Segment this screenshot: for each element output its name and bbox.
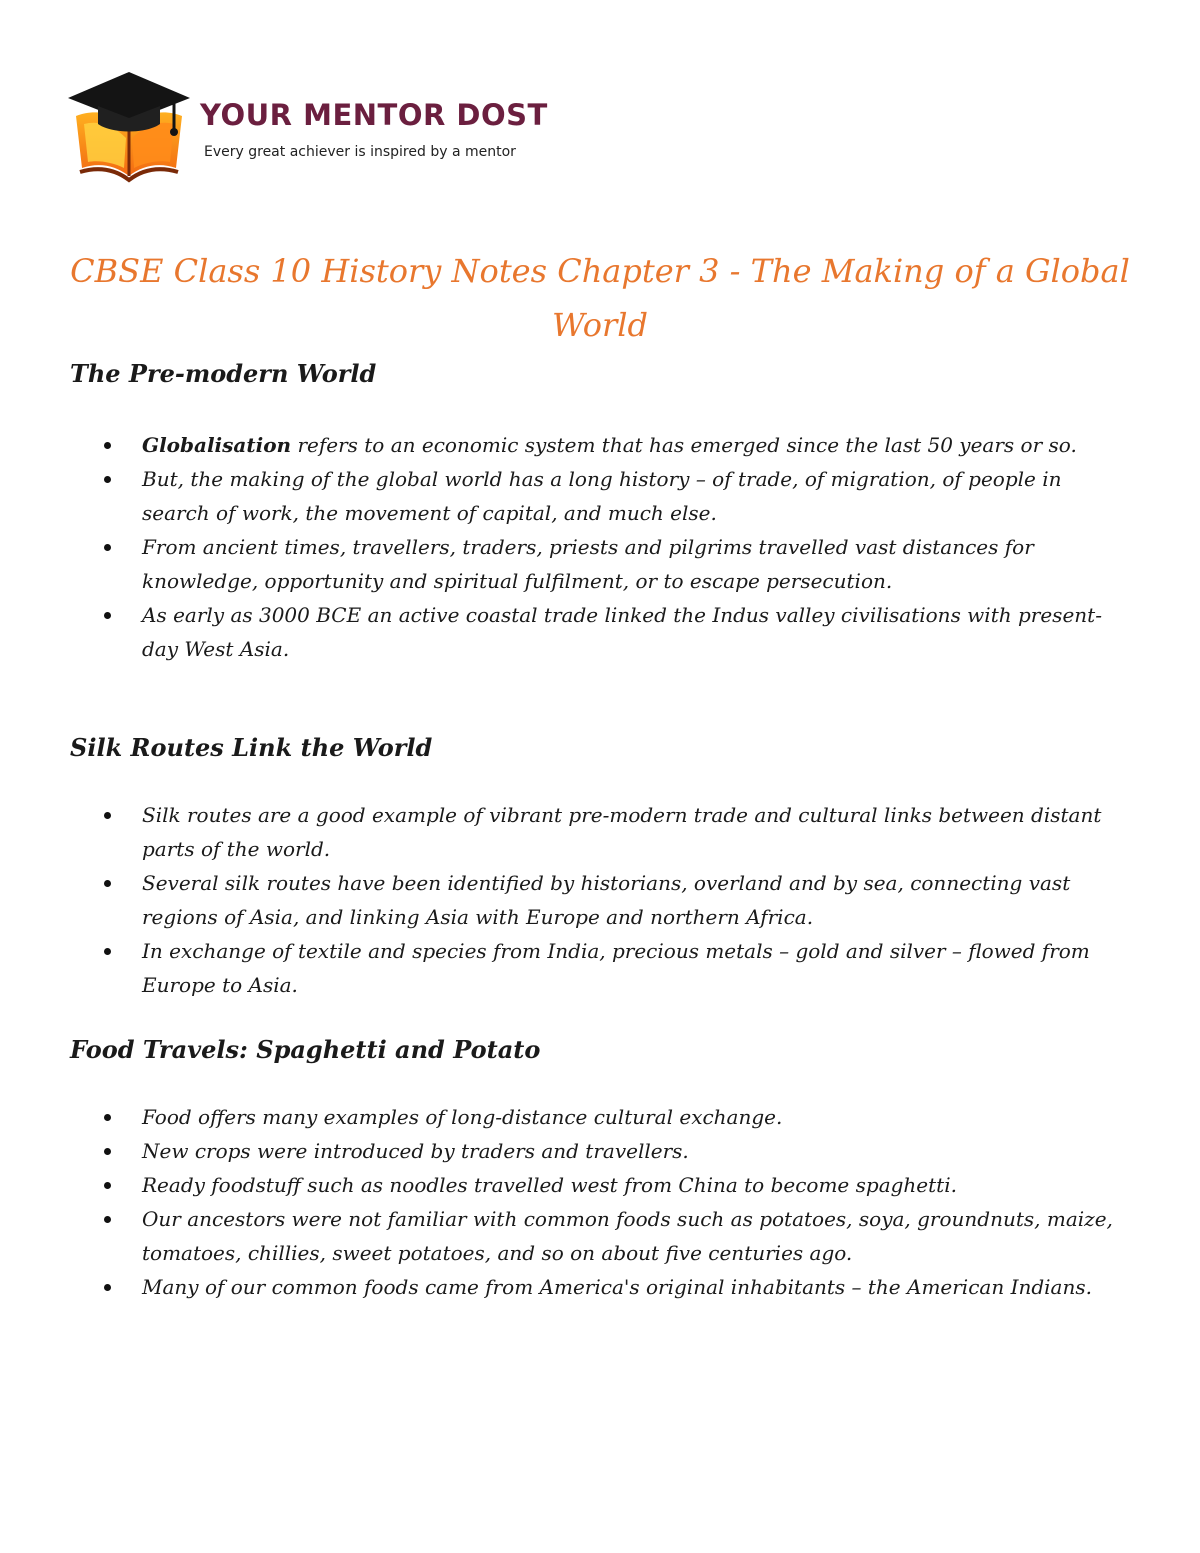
list-item-text: Our ancestors were not familiar with common foods such as potatoes, soya, groundnuts, maize, tomatoes, chillies, sweet potatoes, and so on about five centuries ago. [142,1207,1113,1265]
bullet-icon [104,612,111,619]
list-item [70,1134,1135,1168]
list-item [70,530,1135,598]
list-item-text: Many of our common foods came from America's original inhabitants – the American Indians. [142,1275,1092,1299]
bullet-icon [104,442,111,449]
section-food-travels [70,1034,1135,1304]
list-item-text: refers to an economic system that has emerged since the last 50 years or so. [291,433,1077,457]
list-item-text: Several silk routes have been identified by historians, overland and by sea, connecting vast regions of Asia, and linking Asia with Europe and northern Africa. [142,871,1071,929]
list-item-text: As early as 3000 BCE an active coastal trade linked the Indus valley civilisations with present-day West Asia. [142,603,1102,661]
bullet-icon [104,948,111,955]
list-item-text: From ancient times, travellers, traders, priests and pilgrims travelled vast distances for knowledge, opportunity and spiritual fulfilment, or to escape persecution. [142,535,1034,593]
brand-tagline: Every great achiever is inspired by a mentor [204,144,516,160]
list-item [70,934,1135,1002]
key-term: Globalisation [142,433,292,457]
bullet-icon [104,1114,111,1121]
list-item-text: In exchange of textile and species from India, precious metals – gold and silver – flowed from Europe to Asia. [142,939,1090,997]
section-heading: Food Travels: Spaghetti and Potato [70,1035,541,1064]
list-item-text: New crops were introduced by traders and travellers. [142,1139,689,1163]
list-item [70,428,1135,462]
list-item [70,1100,1135,1134]
bullet-icon [104,544,111,551]
bullet-icon [104,812,111,819]
list-item [70,598,1135,666]
bullet-icon [104,1216,111,1223]
list-item [70,1168,1135,1202]
document-title: CBSE Class 10 History Notes Chapter 3 - The Making of a Global World [70,252,1130,344]
section-pre-modern-world [70,358,1135,666]
list-item [70,1270,1135,1304]
brand-logo [66,68,548,188]
section-heading: Silk Routes Link the World [70,733,433,762]
bullet-icon [104,1182,111,1189]
list-item [70,798,1135,866]
bullet-list [70,428,1135,666]
section-silk-routes [70,732,1135,1002]
bullet-icon [104,880,111,887]
list-item [70,462,1135,530]
bullet-list [70,798,1135,1002]
bullet-icon [104,476,111,483]
bullet-icon [104,1148,111,1155]
list-item [70,1202,1135,1270]
bullet-list [70,1100,1135,1304]
list-item-text: Ready foodstuff such as noodles travelled west from China to become spaghetti. [142,1173,957,1197]
list-item-text: Silk routes are a good example of vibrant pre-modern trade and cultural links between distant parts of the world. [142,803,1102,861]
graduation-cap-book-icon [66,68,192,186]
section-heading: The Pre-modern World [70,359,377,388]
bullet-icon [104,1284,111,1291]
brand-name: YOUR MENTOR DOST [200,98,548,132]
list-item [70,866,1135,934]
list-item-text: Food offers many examples of long-distance cultural exchange. [142,1105,783,1129]
list-item-text: But, the making of the global world has a long history – of trade, of migration, of people in search of work, the movement of capital, and much else. [142,467,1062,525]
